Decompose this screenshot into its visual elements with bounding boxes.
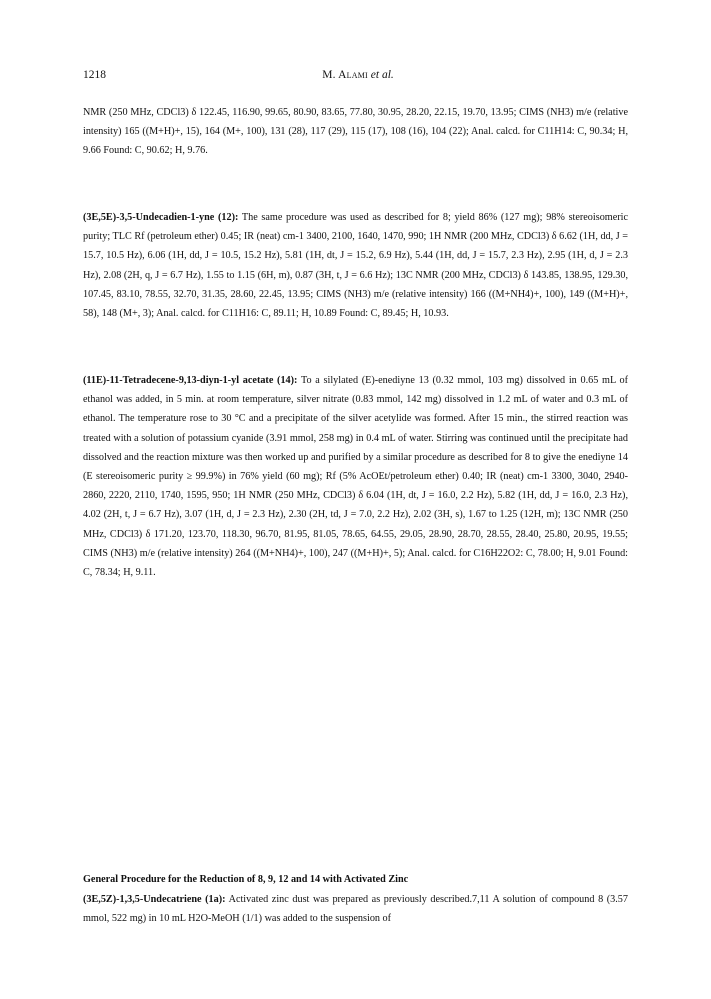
compound-14-text: To a silylated (E)-enediyne 13 (0.32 mmol, 103 mg) dissolved in 0.65 mL of ethanol was added, in 5 min. at room temperature, silver nitrate (0.83 mmol, 142 mg) dissolved in 1.2 mL of water and 0.3 mL of ethanol. The temperature rose to 30 °C and a precipitate of the silver acetylide was formed. After 15 min., the stirred reaction was treated with a solution of potassium cyanide (3.91 mmol, 258 mg) in 0.4 mL of water. Stirring was continued until the precipitate had dissolved and the reaction mixture was then worked up and purified by a similar procedure as described for 8 to give the enediyne 14 (E stereoisomeric purity ≥ 99.9%) in 76% yield (60 mg); Rf (5% AcOEt/petroleum ether) 0.40; IR (neat) cm-1 3300, 3040, 2940-2860, 2220, 2110, 1740, 1595, 950; 1H NMR (250 MHz, CDCl3) δ 6.04 (1H, dt, J = 16.0, 2.2 Hz), 5.82 (1H, dd, J = 16.0, 2.3 Hz), 4.02 (2H, t, J = 6.7 Hz), 3.07 (1H, d, J = 2.3 Hz), 2.30 (2H, td, J = 7.0, 2.2 Hz), 2.02 (3H, s), 1.67 to 1.25 (12H, m); 13C NMR (250 MHz, CDCl3) δ 171.20, 123.70, 118.30, 96.70, 81.95, 81.05, 78.65, 64.55, 29.05, 28.90, 28.70, 28.55, 28.40, 25.80, 20.95, 19.55; CIMS (NH3) m/e (relative intensity) 264 ((M+NH4)+, 100), 247 ((M+H)+, 5); Anal. calcd. for C16H22O2: C, 78.00; H, 9.01 Found: C, 78.34; H, 9.11.: [83, 375, 628, 579]
running-head-author: M. Alami: [322, 69, 368, 81]
page-number: 1218: [83, 69, 106, 81]
paragraph-compound-12: [83, 208, 628, 323]
compound-1a-text: Activated zinc dust was prepared as previously described.7,11 A solution of compound 8 (3.57 mmol, 522 mg) in 10 mL H2O-MeOH (1/1) was added to the suspension of: [83, 894, 628, 925]
running-head: [83, 69, 633, 81]
page-header: [83, 69, 633, 87]
paragraph-compound-14: [83, 371, 628, 582]
paragraph-compound-1a: [83, 890, 628, 928]
paragraph-1-text: NMR (250 MHz, CDCl3) δ 122.45, 116.90, 99.65, 80.90, 83.65, 77.80, 30.95, 28.20, 22.15, 19.70, 13.95; CIMS (NH3) m/e (relative intensity) 165 ((M+H)+, 15), 164 (M+, 100), 131 (28), 117 (29), 115 (17), 108 (16), 104 (22); Anal. calcd. for C11H14: C, 90.34; H, 9.66 Found: C, 90.62; H, 9.76.: [83, 107, 628, 157]
compound-14-title: (11E)-11-Tetradecene-9,13-diyn-1-yl acetate (14):: [83, 375, 298, 386]
compound-12-text: The same procedure was used as described for 8; yield 86% (127 mg); 98% stereoisomeric purity; TLC Rf (petroleum ether) 0.45; IR (neat) cm-1 3400, 2100, 1640, 1470, 990; 1H NMR (200 MHz, CDCl3) δ 6.62 (1H, dd, J = 15.7, 10.5 Hz), 6.06 (1H, dd, J = 10.5, 15.2 Hz), 5.81 (1H, dt, J = 15.2, 6.9 Hz), 5.44 (1H, dd, J = 15.7, 2.3 Hz), 2.95 (1H, d, J = 2.3 Hz), 2.08 (2H, q, J = 6.7 Hz), 1.55 to 1.15 (6H, m), 0.87 (3H, t, J = 6.6 Hz); 13C NMR (200 MHz, CDCl3) δ 143.85, 138.95, 129.30, 107.45, 83.10, 78.55, 32.70, 31.35, 28.60, 22.45, 13.95; CIMS (NH3) m/e (relative intensity) 166 ((M+NH4)+, 100), 149 ((M+H)+, 58), 148 (M+, 3); Anal. calcd. for C11H16: C, 89.11; H, 10.89 Found: C, 89.45; H, 10.93.: [83, 212, 628, 320]
compound-12-title: (3E,5E)-3,5-Undecadien-1-yne (12):: [83, 212, 239, 223]
section-heading: General Procedure for the Reduction of 8, 9, 12 and 14 with Activated Zinc: [83, 874, 409, 885]
running-head-et-al: et al.: [370, 69, 394, 81]
compound-1a-title: (3E,5Z)-1,3,5-Undecatriene (1a):: [83, 894, 226, 905]
paragraph-nmr-continuation: [83, 103, 628, 161]
